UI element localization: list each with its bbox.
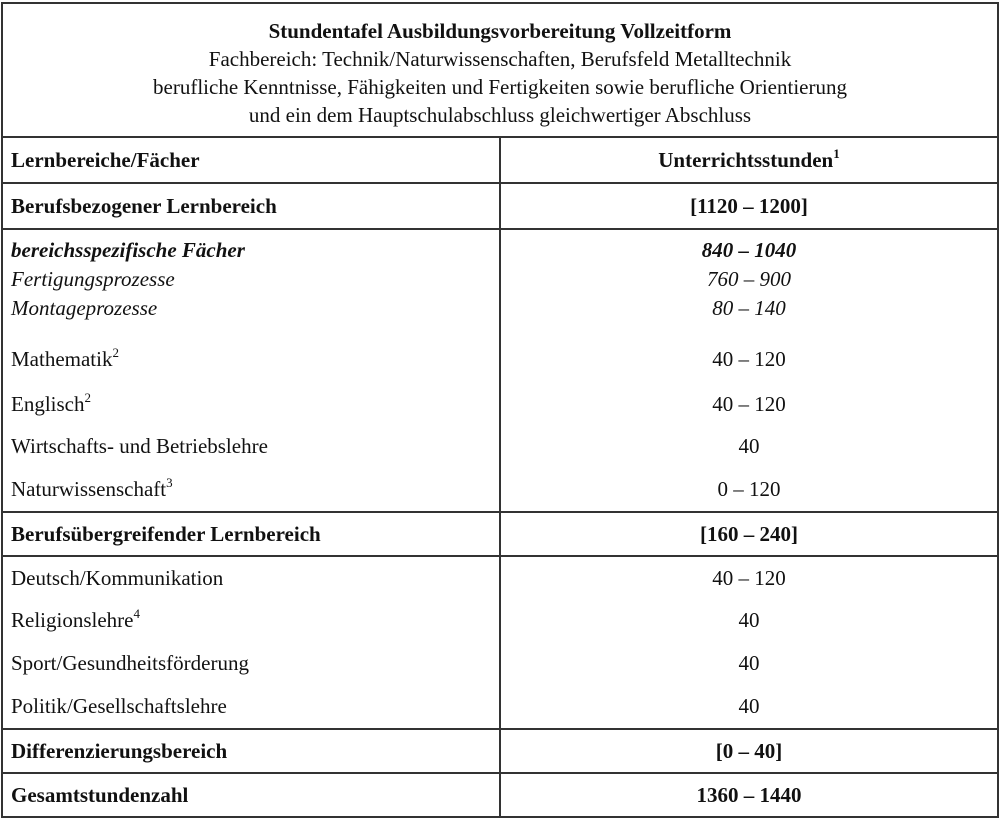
table-title: Stundentafel Ausbildungsvorbereitung Vollzeitform (268, 19, 732, 43)
header-cell-subjects: Lernbereiche/Fächer (2, 137, 500, 183)
subject-label: Englisch (11, 391, 85, 416)
footnote-marker: 2 (84, 389, 91, 405)
table-subtitle-line: Fachbereich: Technik/Naturwissenschaften, Berufsfeld Metalltechnik (208, 47, 792, 71)
stundentafel-table (1, 2, 999, 818)
footnote-marker: 2 (112, 344, 119, 360)
section-hours: [160 – 240] (500, 512, 998, 556)
subject-cell (2, 383, 500, 425)
subject-label: Naturwissenschaft (11, 476, 167, 501)
subject-cell (2, 642, 500, 685)
title-row (2, 3, 998, 137)
specific-subjects-label: bereichsspezifische Fächer (11, 238, 245, 262)
subject-label: Sport/Gesundheitsförderung (11, 651, 249, 675)
table-subtitle-line: und ein dem Hauptschulabschluss gleichwertiger Abschluss (248, 103, 752, 127)
total-row (2, 773, 998, 817)
table-row (2, 642, 998, 685)
section-hours: [0 – 40] (500, 729, 998, 773)
section-row (2, 512, 998, 556)
footnote-marker: 1 (833, 145, 840, 161)
subject-label: Politik/Gesellschaftslehre (11, 694, 227, 718)
subject-hours: 40 (500, 599, 998, 642)
subject-hours: 40 (500, 642, 998, 685)
specific-subjects-labels (2, 229, 500, 323)
table-row (2, 685, 998, 729)
header-hours-label: Unterrichtsstunden (658, 147, 834, 172)
subject-hours: 760 – 900 (707, 267, 791, 291)
section-label: Berufsübergreifender Lernbereich (2, 512, 500, 556)
table-row (2, 556, 998, 599)
subject-cell (2, 685, 500, 729)
section-label: Berufsbezogener Lernbereich (2, 183, 500, 229)
subject-label: Religionslehre (11, 608, 134, 632)
table-row (2, 323, 998, 383)
total-label: Gesamtstundenzahl (2, 773, 500, 817)
subject-hours: 0 – 120 (500, 467, 998, 512)
specific-subjects-hours (500, 229, 998, 323)
subject-hours: 40 – 120 (500, 556, 998, 599)
subject-cell (2, 599, 500, 642)
subject-label: Deutsch/Kommunikation (11, 565, 224, 590)
footnote-marker: 3 (166, 474, 173, 490)
table-row (2, 467, 998, 512)
subject-label: Wirtschafts- und Betriebslehre (11, 433, 268, 458)
header-cell-hours (500, 137, 998, 183)
subject-label: Fertigungsprozesse (11, 267, 175, 291)
specific-subjects-row (2, 229, 998, 323)
subject-label: Mathematik (11, 346, 113, 371)
total-hours: 1360 – 1440 (500, 773, 998, 817)
section-label: Differenzierungsbereich (2, 729, 500, 773)
table-subtitle-line: berufliche Kenntnisse, Fähigkeiten und Fertigkeiten sowie berufliche Orientierung (153, 75, 847, 99)
subject-label: Montageprozesse (11, 296, 158, 320)
section-row (2, 183, 998, 229)
subject-hours: 40 – 120 (500, 383, 998, 425)
subject-cell (2, 467, 500, 512)
table-row (2, 383, 998, 425)
table-row (2, 599, 998, 642)
section-hours: [1120 – 1200] (500, 183, 998, 229)
specific-subjects-hours-value: 840 – 1040 (701, 238, 797, 262)
table-row (2, 425, 998, 467)
subject-cell (2, 425, 500, 467)
subject-hours: 80 – 140 (712, 296, 786, 320)
subject-cell (2, 323, 500, 383)
header-row (2, 137, 998, 183)
subject-hours: 40 (500, 425, 998, 467)
subject-hours: 40 – 120 (500, 323, 998, 383)
subject-cell (2, 556, 500, 599)
footnote-marker: 4 (133, 606, 140, 621)
title-cell (2, 3, 998, 137)
subject-hours: 40 (500, 685, 998, 729)
section-row (2, 729, 998, 773)
